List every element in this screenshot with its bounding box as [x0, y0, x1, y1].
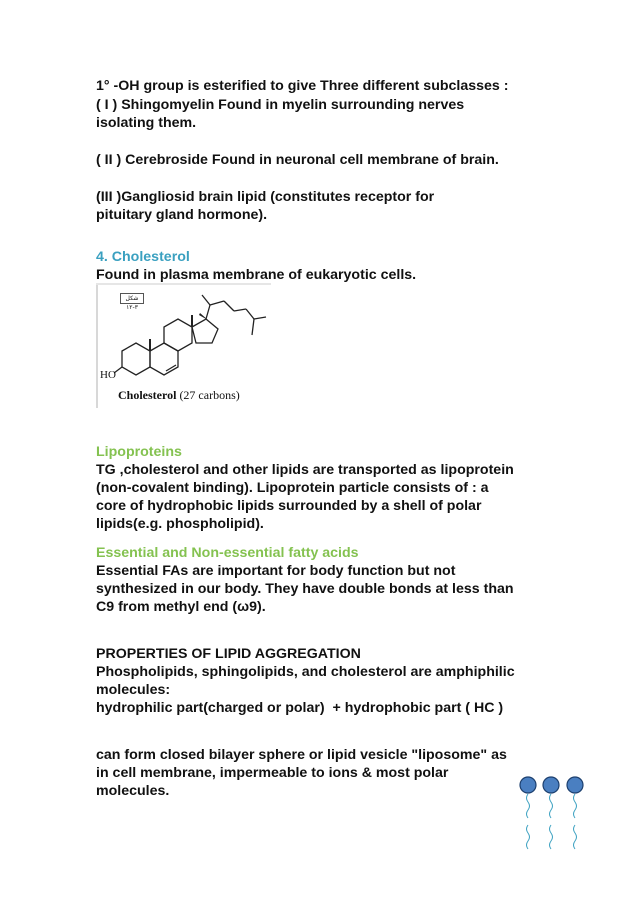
text-line: molecules.: [96, 783, 170, 799]
text-line: in cell membrane, impermeable to ions & most polar: [96, 765, 449, 781]
text-line: ( I ) Shingomyelin Found in myelin surrounding nerves: [96, 97, 465, 113]
text-line: molecules:: [96, 682, 171, 698]
text-line: lipids(e.g. phospholipid).: [96, 516, 264, 532]
text-line: C9 from methyl end (ω9).: [96, 599, 266, 615]
section-heading-essential-fatty-acids: Essential and Non-essential fatty acids: [96, 545, 359, 561]
figure-caption: Cholesterol (27 carbons): [118, 388, 240, 402]
ho-label: HO: [100, 369, 116, 381]
text-line: (III )Gangliosid brain lipid (constitutes receptor for: [96, 189, 435, 205]
section-heading-lipoproteins: Lipoproteins: [96, 444, 182, 460]
cholesterol-structure-figure: [96, 283, 271, 408]
section-heading-lipid-aggregation: PROPERTIES OF LIPID AGGREGATION: [96, 646, 361, 662]
text-line: Phospholipids, sphingolipids, and cholesterol are amphiphilic: [96, 664, 515, 680]
text-line: hydrophilic part(charged or polar) + hydrophobic part ( HC ): [96, 700, 504, 716]
text-line: Essential FAs are important for body function but not: [96, 563, 456, 579]
text-line: core of hydrophobic lipids surrounded by a shell of polar: [96, 498, 482, 514]
text-line: pituitary gland hormone).: [96, 207, 268, 223]
section-heading-cholesterol: 4. Cholesterol: [96, 249, 190, 265]
text-line: (non-covalent binding). Lipoprotein particle consists of : a: [96, 480, 489, 496]
text-line: 1° -OH group is esterified to give Three different subclasses :: [96, 78, 509, 94]
lipid-molecules-icon: [518, 775, 588, 860]
text-line: synthesized in our body. They have double bonds at less than: [96, 581, 514, 597]
text-line: isolating them.: [96, 115, 197, 131]
text-line: ( II ) Cerebroside Found in neuronal cell membrane of brain.: [96, 152, 499, 168]
text-line: Found in plasma membrane of eukaryotic cells.: [96, 267, 417, 283]
text-line: TG ,cholesterol and other lipids are transported as lipoprotein: [96, 462, 514, 478]
figure-tag: شكل ٣-١٢: [120, 293, 144, 304]
text-line: can form closed bilayer sphere or lipid vesicle "liposome" as: [96, 747, 507, 763]
